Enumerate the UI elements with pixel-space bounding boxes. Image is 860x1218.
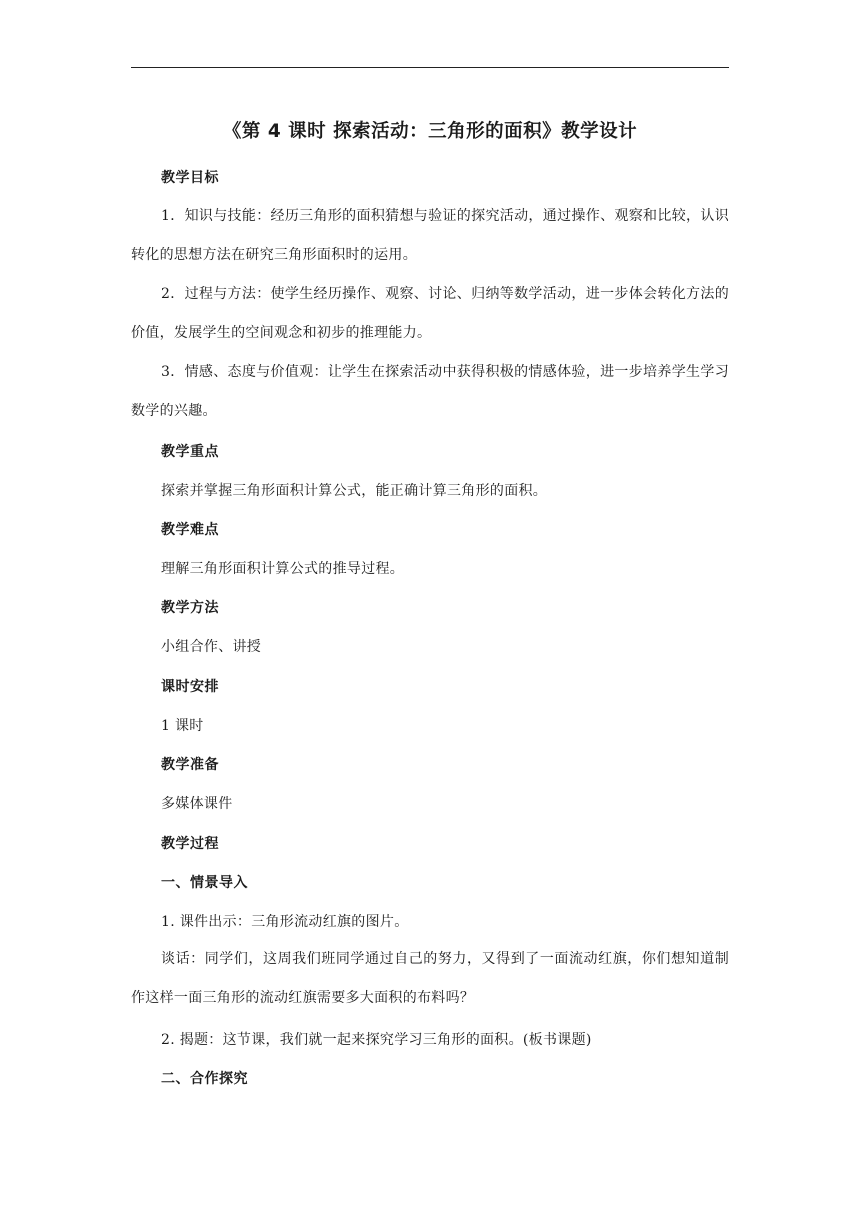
paragraph-method: 小组合作、讲授 (161, 639, 262, 655)
paragraph-part1-talk: 谈话：同学们，这周我们班同学通过自己的努力，又得到了一面流动红旗，你们想知道制作这样一面三角形的流动红旗需要多大面积的布料吗？ (131, 951, 729, 1006)
section-heading-method: 教学方法 (161, 600, 219, 616)
section-heading-process: 教学过程 (161, 836, 219, 852)
section-heading-part2: 二、合作探究 (161, 1071, 248, 1087)
paragraph-goal-2: 2．过程与方法：使学生经历操作、观察、讨论、归纳等数学活动，进一步体会转化方法的价值，发展学生的空间观念和初步的推理能力。 (131, 286, 729, 341)
paragraph-goal-3: 3．情感、态度与价值观：让学生在探索活动中获得积极的情感体验，进一步培养学生学习数学的兴趣。 (131, 364, 729, 419)
paragraph-difficulty: 理解三角形面积计算公式的推导过程。 (161, 561, 405, 577)
section-heading-schedule: 课时安排 (161, 679, 219, 695)
paragraph-prep: 多媒体课件 (161, 796, 233, 812)
page-title: 《第 4 课时 探索活动：三角形的面积》教学设计 (222, 121, 638, 142)
section-heading-difficulty: 教学难点 (161, 522, 219, 538)
paragraph-key: 探索并掌握三角形面积计算公式，能正确计算三角形的面积。 (161, 483, 548, 499)
section-heading-key: 教学重点 (161, 444, 219, 460)
paragraph-part1-step2: 2. 揭题：这节课，我们就一起来探究学习三角形的面积。(板书课题) (161, 1032, 592, 1048)
section-heading-part1: 一、情景导入 (161, 875, 248, 891)
paragraph-goal-1: 1．知识与技能：经历三角形的面积猜想与验证的探究活动，通过操作、观察和比较，认识转化的思想方法在研究三角形面积时的运用。 (131, 208, 729, 263)
section-heading-goals: 教学目标 (161, 170, 219, 186)
paragraph-schedule: 1 课时 (161, 718, 204, 734)
header-rule (131, 67, 729, 68)
paragraph-part1-step1: 1. 课件出示：三角形流动红旗的图片。 (161, 914, 409, 930)
section-heading-prep: 教学准备 (161, 757, 219, 773)
